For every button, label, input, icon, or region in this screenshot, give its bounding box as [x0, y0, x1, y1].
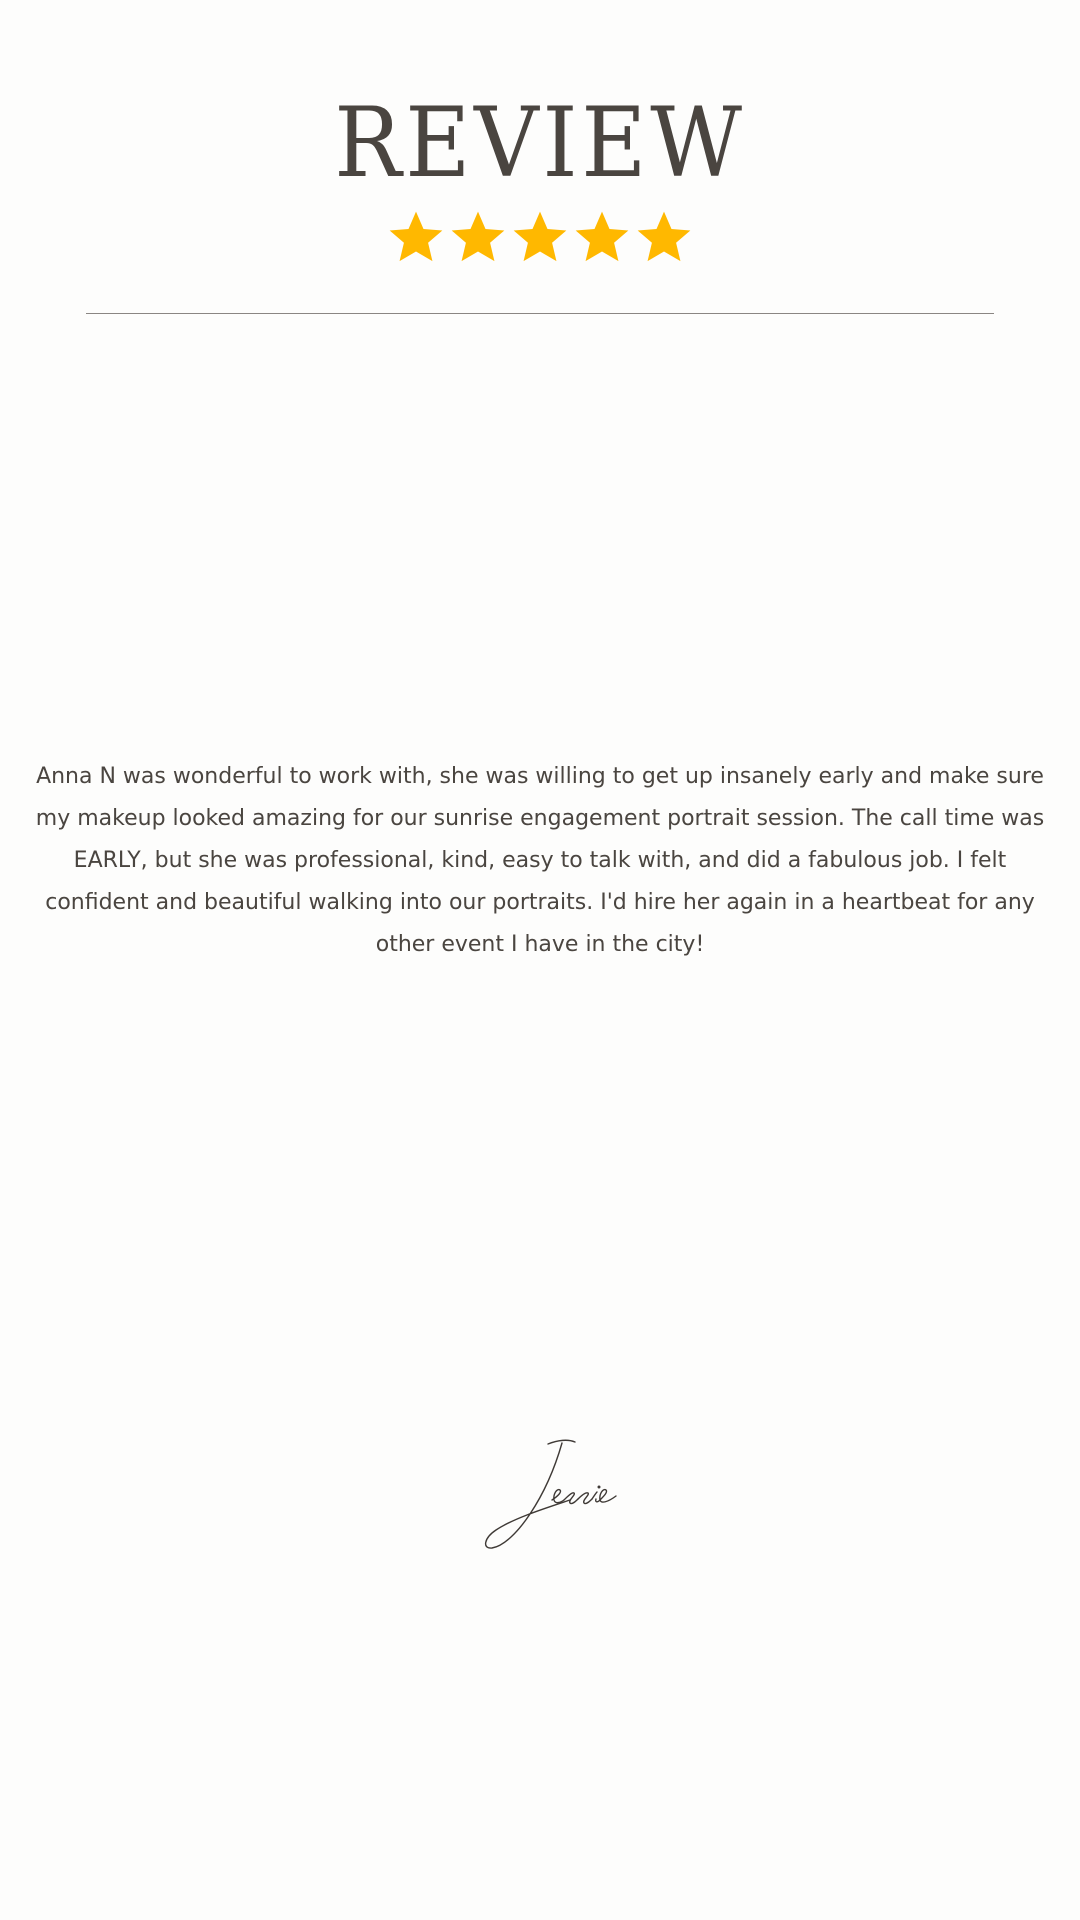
- star-icon: [449, 208, 507, 266]
- star-icon: [387, 208, 445, 266]
- star-rating: [0, 208, 1080, 266]
- signature: [470, 1430, 650, 1560]
- review-title: REVIEW: [334, 87, 746, 199]
- review-text: Anna N was wonderful to work with, she was willing to get up insanely early and make sure my makeup looked amazing for our sunrise engagement portrait session. The call time was EARLY, but she was professional, kind, easy to talk with, and did a fabulous job. I felt confident and beautiful walking into our portraits. I'd hire her again in a heartbeat for any other event I have in the city!: [35, 764, 1045, 957]
- star-icon: [573, 208, 631, 266]
- star-icon: [511, 208, 569, 266]
- star-icon: [635, 208, 693, 266]
- divider: [86, 313, 994, 314]
